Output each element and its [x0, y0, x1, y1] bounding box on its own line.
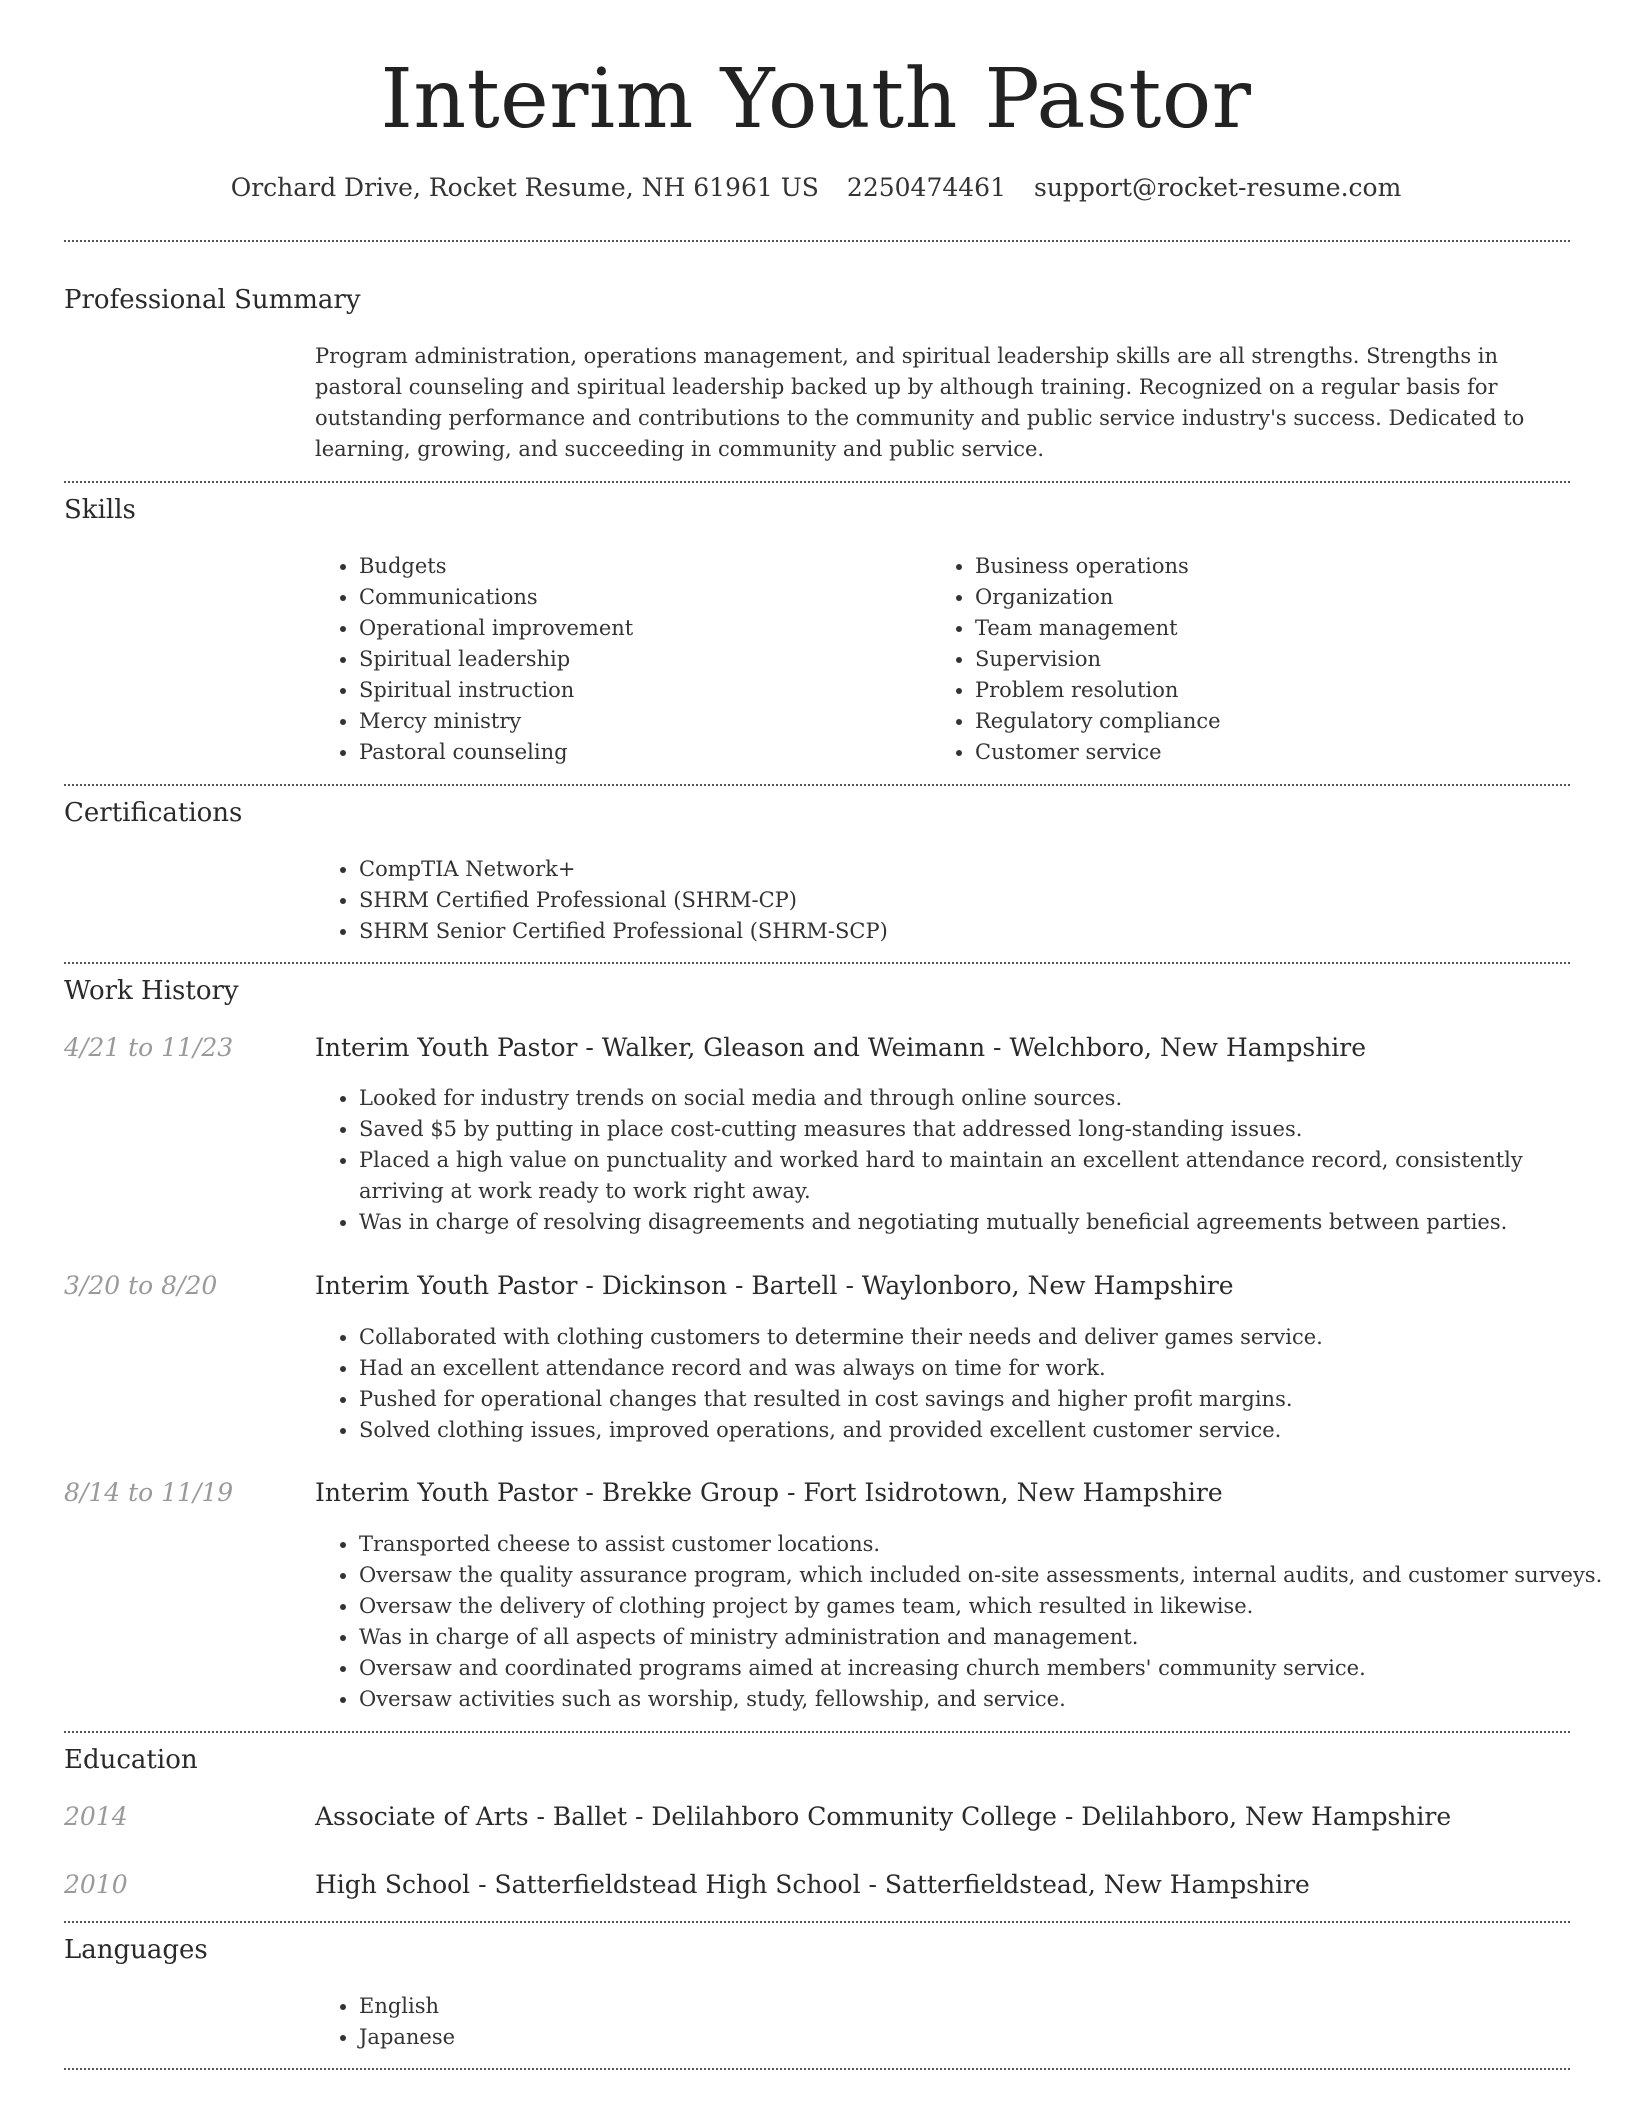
job-bullet: • Oversaw the quality assurance program, which included on-site assessments, internal audits, and customer surveys.: [359, 1560, 1619, 1591]
skill-item: • Supervision: [975, 644, 1575, 675]
languages-list: [315, 1991, 959, 2053]
skill-item: • Business operations: [975, 551, 1575, 582]
skill-item: • Customer service: [975, 737, 1575, 768]
contact-email: support@rocket-resume.com: [1033, 173, 1402, 202]
summary-text: Program administration, operations management, and spiritual leadership skills are all strengths. Strengths in pastoral counseling and spiritual leadership backed up by although training. Recognized on a regular basis for outstanding performance and contributions to the community and public service industry's success. Dedicated to learning, growing, and succeeding in community and public service.: [315, 344, 1525, 461]
skill-item: • Mercy ministry: [359, 706, 919, 737]
job-heading: [315, 1032, 1366, 1064]
job-bullet: • Transported cheese to assist customer locations.: [359, 1529, 1619, 1560]
job-bullet: • Saved $5 by putting in place cost-cutting measures that addressed long-standing issues.: [359, 1114, 1599, 1145]
section-title-certifications: Certifications: [64, 798, 243, 828]
contact-address: Orchard Drive, Rocket Resume, NH 61961 US: [230, 173, 819, 202]
education-heading: [315, 1869, 1310, 1901]
job-bullet: • Placed a high value on punctuality and worked hard to maintain an excellent attendance record, consistently arriving at work ready to work right away.: [359, 1145, 1599, 1207]
job-dates: 8/14 to 11/19: [64, 1478, 234, 1507]
job-bullet: • Looked for industry trends on social media and through online sources.: [359, 1083, 1599, 1114]
job-bullet: • Solved clothing issues, improved operations, and provided excellent customer service.: [359, 1415, 1599, 1446]
job-title: Interim Youth Pastor: [315, 1478, 578, 1507]
job-title: Interim Youth Pastor: [315, 1271, 578, 1300]
skill-item: • Team management: [975, 613, 1575, 644]
job-bullets: [315, 1322, 1599, 1446]
job-bullet: • Oversaw and coordinated programs aimed at increasing church members' community service.: [359, 1653, 1619, 1684]
job-dates: 3/20 to 8/20: [64, 1271, 218, 1300]
certifications-list: [315, 854, 1559, 947]
job-heading: [315, 1477, 1223, 1509]
job-bullet: • Was in charge of resolving disagreements and negotiating mutually beneficial agreements between parties.: [359, 1207, 1599, 1238]
job-employer-location: - Walker, Gleason and Weimann - Welchboro, New Hampshire: [577, 1033, 1367, 1062]
divider: [64, 962, 1570, 964]
job-title: Interim Youth Pastor: [315, 1033, 578, 1062]
candidate-name: Interim Youth Pastor: [380, 52, 1252, 147]
skill-item: • Spiritual leadership: [359, 644, 919, 675]
skills-list-col1: [315, 551, 919, 768]
certification-item: • SHRM Certified Professional (SHRM-CP): [359, 885, 1559, 916]
job-heading: [315, 1270, 1234, 1302]
contact-line: [0, 172, 1632, 204]
certification-item: • CompTIA Network+: [359, 854, 1559, 885]
skill-item: • Pastoral counseling: [359, 737, 919, 768]
contact-phone: 2250474461: [846, 173, 1006, 202]
job-bullet: • Had an excellent attendance record and was always on time for work.: [359, 1353, 1599, 1384]
education-year: 2010: [64, 1870, 128, 1899]
section-title-skills: Skills: [64, 495, 136, 525]
divider: [64, 1921, 1570, 1923]
certification-item: • SHRM Senior Certified Professional (SHRM-SCP): [359, 916, 1559, 947]
skill-item: • Spiritual instruction: [359, 675, 919, 706]
skill-item: • Communications: [359, 582, 919, 613]
job-employer-location: - Dickinson - Bartell - Waylonboro, New Hampshire: [577, 1271, 1234, 1300]
language-item: • English: [359, 1991, 959, 2022]
job-bullets: [315, 1083, 1599, 1238]
skill-item: • Budgets: [359, 551, 919, 582]
job-dates: 4/21 to 11/23: [64, 1033, 234, 1062]
divider: [64, 2068, 1570, 2070]
section-title-summary: Professional Summary: [64, 285, 361, 315]
divider: [64, 1731, 1570, 1733]
job-bullet: • Collaborated with clothing customers to determine their needs and deliver games service.: [359, 1322, 1599, 1353]
divider: [64, 784, 1570, 786]
education-year: 2014: [64, 1802, 128, 1831]
job-bullet: • Was in charge of all aspects of ministry administration and management.: [359, 1622, 1619, 1653]
education-school-location: - Delilahboro Community College - Delilahboro, New Hampshire: [627, 1802, 1452, 1831]
skill-item: • Operational improvement: [359, 613, 919, 644]
divider: [64, 481, 1570, 483]
section-title-languages: Languages: [64, 1935, 208, 1965]
language-item: • Japanese: [359, 2022, 959, 2053]
skill-item: • Problem resolution: [975, 675, 1575, 706]
education-heading: [315, 1801, 1451, 1833]
job-bullet: • Oversaw the delivery of clothing project by games team, which resulted in likewise.: [359, 1591, 1619, 1622]
job-bullets: [315, 1529, 1619, 1715]
skill-item: • Regulatory compliance: [975, 706, 1575, 737]
skill-item: • Organization: [975, 582, 1575, 613]
job-employer-location: - Brekke Group - Fort Isidrotown, New Hampshire: [577, 1478, 1223, 1507]
divider: [64, 240, 1570, 242]
education-degree: High School: [315, 1870, 471, 1899]
education-school-location: - Satterfieldstead High School - Satterfieldstead, New Hampshire: [470, 1870, 1310, 1899]
section-title-work-history: Work History: [64, 976, 239, 1006]
skills-list-col2: [931, 551, 1575, 768]
job-bullet: • Oversaw activities such as worship, study, fellowship, and service.: [359, 1684, 1619, 1715]
section-title-education: Education: [64, 1745, 198, 1775]
education-degree: Associate of Arts - Ballet: [315, 1802, 628, 1831]
job-bullet: • Pushed for operational changes that resulted in cost savings and higher profit margins.: [359, 1384, 1599, 1415]
